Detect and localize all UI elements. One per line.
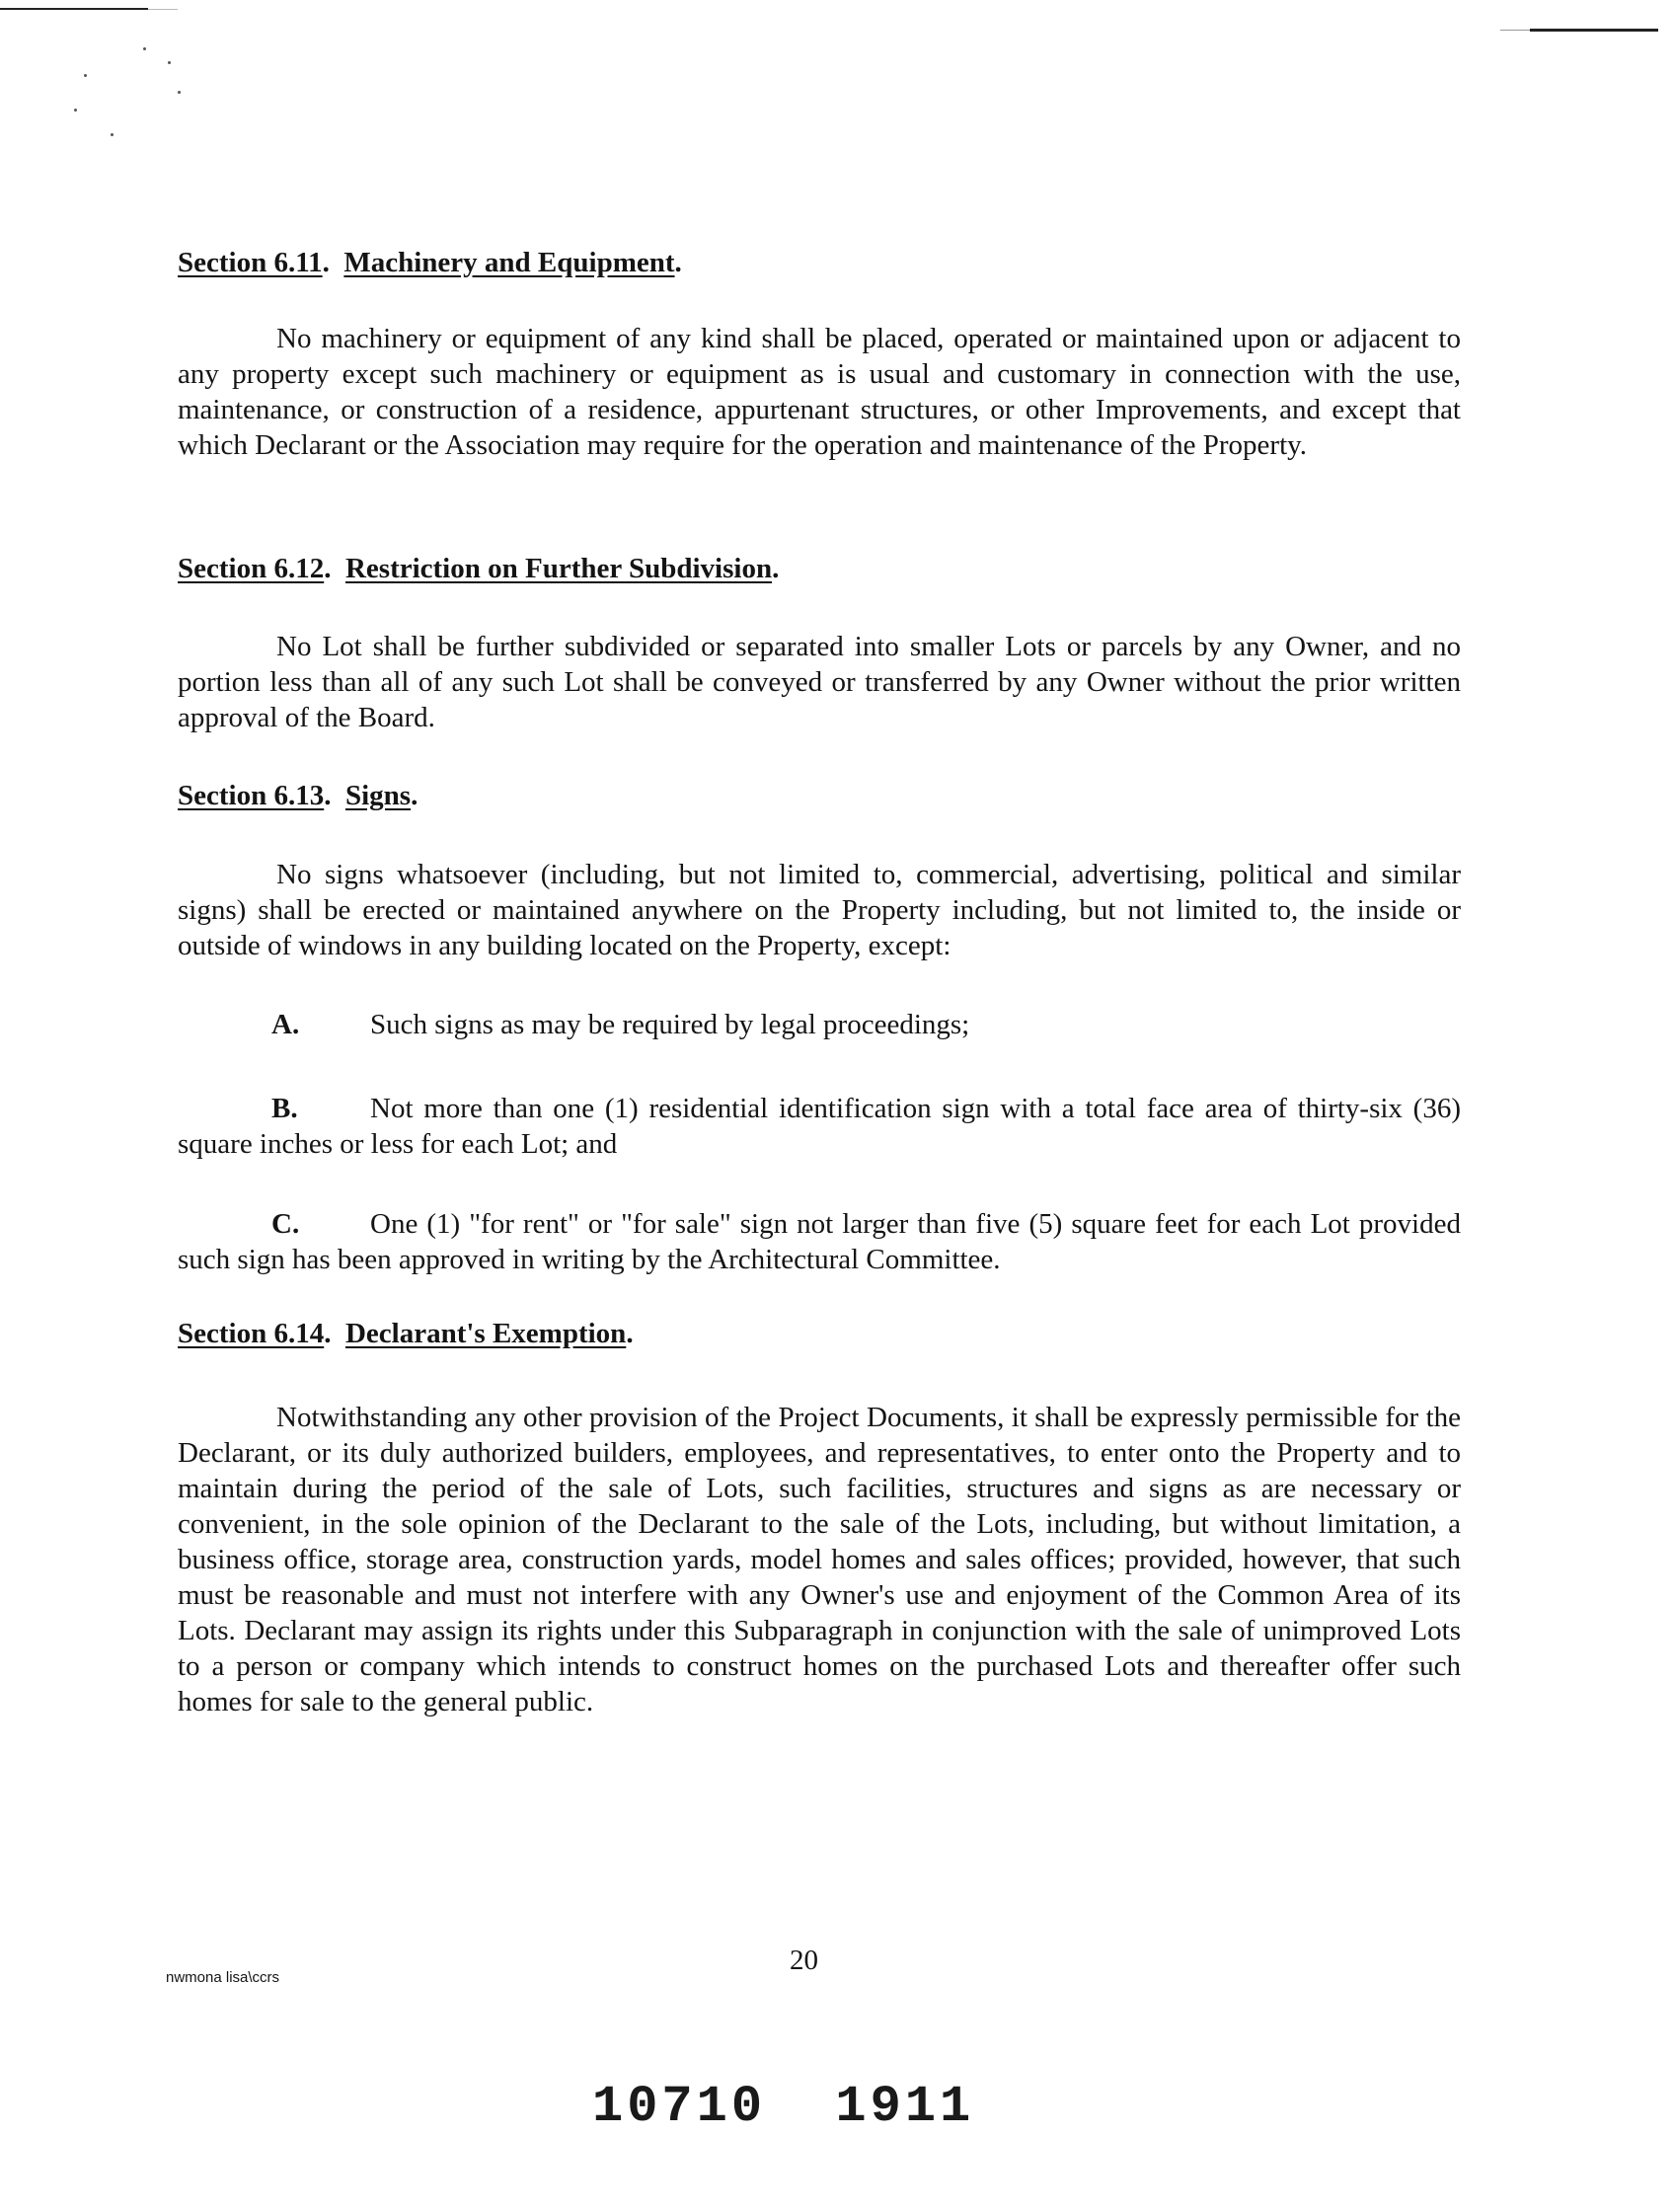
paragraph-text: No Lot shall be further subdivided or separated into smaller Lots or parcels by any Owner, and no portion less than all of any such Lot shall be conveyed or transferred by any Owner without the prior written approval of the Board. (178, 631, 1461, 733)
scan-artifact-line (1500, 30, 1530, 31)
list-item (178, 1091, 1461, 1162)
section-paragraph (178, 857, 1461, 963)
list-item-text: Not more than one (1) residential identification sign with a total face area of thirty-six (36) square inches or less for each Lot; and (178, 1093, 1461, 1160)
section-paragraph (178, 1400, 1461, 1719)
scan-speck (111, 133, 114, 136)
scan-speck (178, 91, 181, 94)
section-title: Restriction on Further Subdivision (344, 553, 773, 584)
list-item-letter: A. (271, 1009, 300, 1040)
section-title: Machinery and Equipment (343, 247, 675, 278)
scan-artifact-line (0, 8, 148, 10)
paragraph-text: Notwithstanding any other provision of the Project Documents, it shall be expressly permissible for the Declarant, or its duly authorized builders, employees, and representatives, to enter onto the Property and to maintain during the period of the sale of Lots, such facilities, structures and signs as are necessary or convenient, in the sole opinion of the Declarant to the sale of the Lots, including, but without limitation, a business office, storage area, construction yards, model homes and sales offices; provided, however, that such must be reasonable and must not interfere with any Owner's use and enjoyment of the Common Area of its Lots. Declarant may assign its rights under this Subparagraph in conjunction with the sale of unimproved Lots to a person or company which intends to construct homes on the purchased Lots and thereafter offer such homes for sale to the general public. (178, 1402, 1461, 1717)
section-number: Section 6.12 (178, 553, 325, 584)
scan-speck (74, 109, 77, 112)
paragraph-text: No signs whatsoever (including, but not limited to, commercial, advertising, political and similar signs) shall be erected or maintained anywhere on the Property including, but not limited to, the inside or outside of windows in any building located on the Property, except: (178, 859, 1461, 961)
file-code: nwmona lisa\ccrs (166, 1969, 280, 1986)
section-paragraph (178, 629, 1461, 735)
section-number: Section 6.13 (178, 780, 325, 811)
section-paragraph (178, 321, 1461, 463)
section-heading: Section 6.12. Restriction on Further Subdivision. (178, 553, 780, 584)
list-item-letter: C. (271, 1208, 300, 1240)
list-item-text: Such signs as may be required by legal proceedings; (370, 1009, 970, 1040)
page-number: 20 (790, 1945, 818, 1976)
section-number: Section 6.14 (178, 1318, 325, 1349)
scan-artifact-line (1530, 29, 1658, 32)
section-heading: Section 6.11. Machinery and Equipment. (178, 247, 682, 278)
section-heading: Section 6.13. Signs. (178, 780, 418, 811)
list-item (178, 1007, 1461, 1042)
section-title: Declarant's Exemption (344, 1318, 627, 1349)
scan-speck (143, 47, 146, 50)
recording-number: 10710 1911 (592, 2078, 975, 2136)
section-heading: Section 6.14. Declarant's Exemption. (178, 1318, 634, 1349)
scan-speck (84, 74, 87, 77)
list-item-text: One (1) "for rent" or "for sale" sign not larger than five (5) square feet for each Lot provided such sign has been approved in writing by the Architectural Committee. (178, 1208, 1461, 1275)
section-number: Section 6.11 (178, 247, 323, 278)
scan-speck (168, 61, 171, 64)
paragraph-text: No machinery or equipment of any kind shall be placed, operated or maintained upon or adjacent to any property except such machinery or equipment as is usual and customary in connection with the use, maintenance, or construction of a residence, appurtenant structures, or other Improvements, and except that which Declarant or the Association may require for the operation and maintenance of the Property. (178, 323, 1461, 461)
scan-artifact-line (148, 9, 178, 10)
list-item (178, 1206, 1461, 1277)
list-item-letter: B. (271, 1093, 298, 1124)
section-title: Signs (344, 780, 412, 811)
